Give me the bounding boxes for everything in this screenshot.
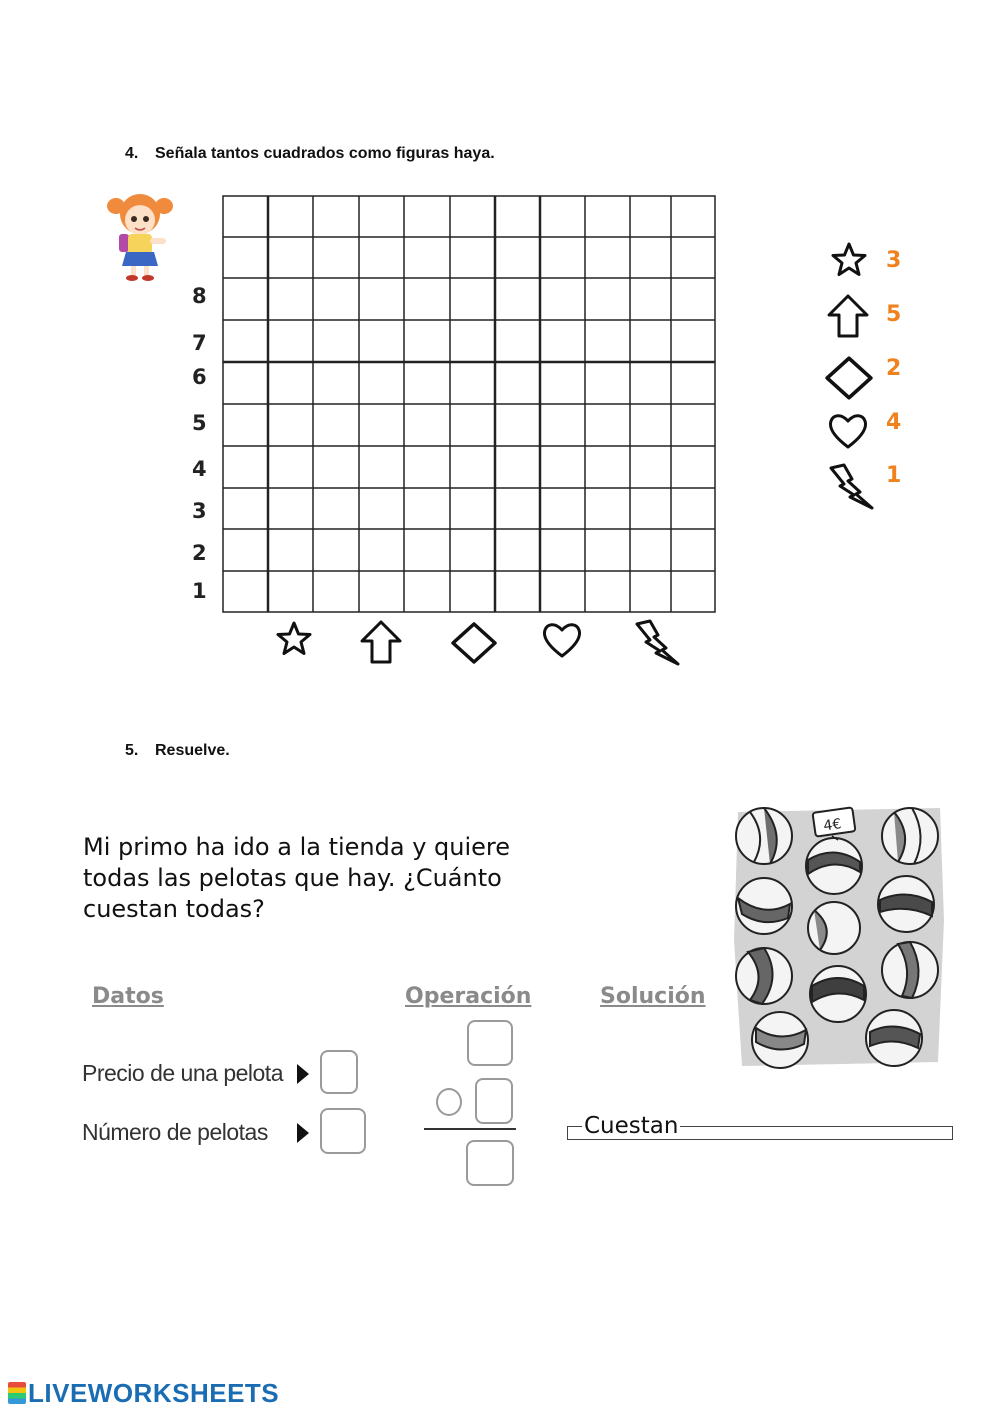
legend-star-count: 3: [886, 248, 902, 273]
label-precio: Precio de una pelota: [82, 1060, 283, 1086]
price-tag: 4€: [822, 816, 843, 835]
diamond-icon: [449, 620, 499, 666]
input-operand-2[interactable]: [475, 1078, 513, 1124]
star-icon: [275, 620, 313, 658]
legend-arrow-count: 5: [886, 302, 902, 327]
problem-statement: [83, 832, 523, 925]
girl-illustration: [104, 186, 176, 282]
question-5-title: [125, 742, 230, 760]
y-label-6: 6: [192, 365, 207, 389]
y-label-1: 1: [192, 579, 207, 603]
question-4-text: Señala tantos cuadrados como figuras haya.: [155, 145, 495, 162]
y-label-2: 2: [192, 541, 207, 565]
legend-lightning-count: 1: [886, 463, 902, 488]
heading-datos: Datos: [92, 984, 164, 1009]
pointer-numero-icon: [297, 1123, 309, 1143]
y-label-3: 3: [192, 499, 207, 523]
input-precio[interactable]: [320, 1050, 358, 1094]
pointer-precio-icon: [297, 1064, 309, 1084]
question-5-text: Resuelve.: [155, 742, 230, 759]
input-operator[interactable]: [436, 1088, 462, 1116]
input-result[interactable]: [466, 1140, 514, 1186]
question-5-number: 5.: [125, 742, 139, 759]
problem-line-1: Mi primo ha ido a la tienda y quiere: [83, 833, 511, 861]
footer-brand: [8, 1378, 279, 1409]
y-label-7: 7: [192, 331, 207, 355]
heart-icon: [540, 620, 584, 660]
legend-diamond-icon: [823, 354, 875, 402]
legend-heart-icon: [826, 410, 870, 452]
problem-line-2: todas las pelotas que hay. ¿Cuánto: [83, 864, 502, 892]
problem-line-3: cuestan todas?: [83, 895, 265, 923]
arrow-up-icon: [358, 618, 404, 666]
y-label-8: 8: [192, 284, 207, 308]
y-label-5: 5: [192, 411, 207, 435]
legend-lightning-icon: [826, 462, 876, 512]
brand-logo-icon: [8, 1382, 26, 1404]
brand-text: LIVEWORKSHEETS: [28, 1378, 280, 1408]
heading-solucion: Solución: [600, 984, 706, 1009]
input-operand-1[interactable]: [467, 1020, 513, 1066]
heading-operacion: Operación: [405, 984, 532, 1009]
question-4-number: 4.: [125, 145, 139, 162]
label-numero: Número de pelotas: [82, 1119, 268, 1145]
input-numero[interactable]: [320, 1108, 366, 1154]
legend-heart-count: 4: [886, 410, 902, 435]
legend-diamond-count: 2: [886, 356, 902, 381]
lightning-icon: [632, 618, 682, 668]
question-4-title: [125, 145, 495, 163]
legend-arrow-up-icon: [825, 292, 871, 340]
y-label-4: 4: [192, 457, 207, 481]
pictograph-grid[interactable]: [222, 195, 718, 615]
balls-illustration: [728, 800, 950, 1072]
legend-star-icon: [830, 240, 868, 280]
operation-line: [424, 1128, 516, 1130]
solution-prefix: Cuestan: [584, 1113, 679, 1139]
